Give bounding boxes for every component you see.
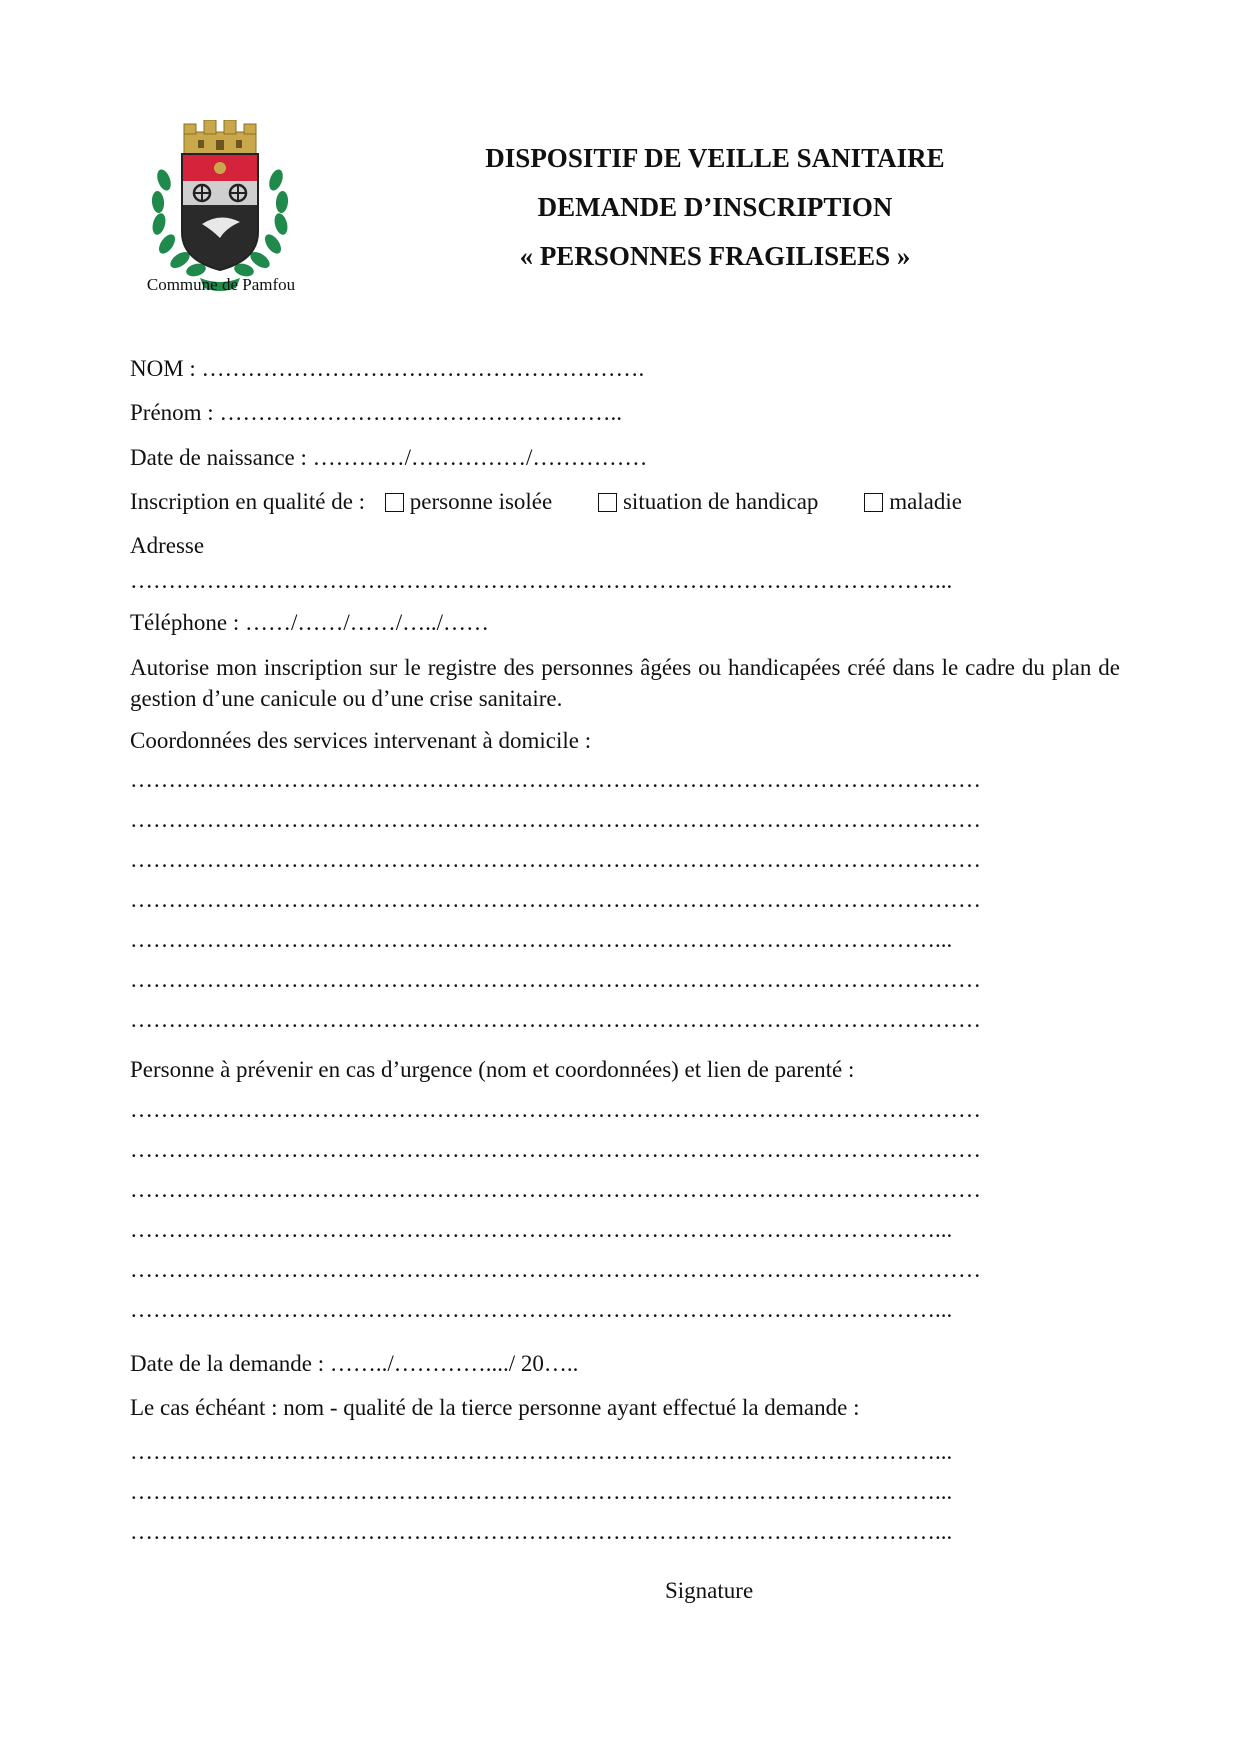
- title-line-3: « PERSONNES FRAGILISEES »: [519, 241, 911, 271]
- tierce-line[interactable]: ……………………………………………………………………………………………...: [130, 1439, 953, 1464]
- nom-field[interactable]: NOM : ………………………………………………….: [130, 356, 645, 381]
- checkbox-situation-handicap[interactable]: [598, 493, 617, 512]
- coordonnees-line[interactable]: ……………………………………………………………………………………………...: [130, 927, 953, 952]
- coordonnees-line[interactable]: …………………………………………………………………………………………………: [130, 847, 981, 872]
- urgence-line[interactable]: …………………………………………………………………………………………………: [130, 1137, 981, 1162]
- option-label: personne isolée: [409, 489, 553, 514]
- inscription-row: [130, 487, 962, 517]
- coordonnees-line[interactable]: …………………………………………………………………………………………………: [130, 807, 981, 832]
- adresse-label: Adresse: [130, 533, 205, 558]
- coordonnees-line[interactable]: …………………………………………………………………………………………………: [130, 767, 981, 792]
- urgence-line[interactable]: …………………………………………………………………………………………………: [130, 1097, 981, 1122]
- telephone-field[interactable]: Téléphone : ……/……/……/…../……: [130, 610, 490, 635]
- tierce-line[interactable]: ……………………………………………………………………………………………...: [130, 1479, 953, 1504]
- autorisation-paragraph: Autorise mon inscription sur le registre des personnes âgées ou handicapées créé dans le cadre du plan de gestion d’une canicule ou d’une crise sanitaire.: [130, 655, 1120, 711]
- title-line-2: DEMANDE D’INSCRIPTION: [537, 192, 893, 222]
- coordonnees-label: Coordonnées des services intervenant à domicile :: [130, 728, 592, 753]
- urgence-label: Personne à prévenir en cas d’urgence (nom et coordonnées) et lien de parenté :: [130, 1057, 855, 1082]
- commune-caption: Commune de Pamfou: [146, 275, 296, 294]
- document-title: [400, 145, 1030, 292]
- option-label: situation de handicap: [622, 489, 819, 514]
- date-demande-field[interactable]: Date de la demande : ……../…………..../ 20…..: [130, 1351, 579, 1376]
- tierce-line[interactable]: ……………………………………………………………………………………………...: [130, 1519, 953, 1544]
- date-naissance-field[interactable]: Date de naissance : …………/……………/……………: [130, 445, 648, 470]
- inscription-label: Inscription en qualité de :: [130, 489, 366, 514]
- coordonnees-line[interactable]: …………………………………………………………………………………………………: [130, 967, 981, 992]
- option-label: maladie: [889, 489, 962, 514]
- signature-label: Signature: [665, 1578, 754, 1603]
- option-personne-isolee[interactable]: [385, 487, 552, 517]
- checkbox-personne-isolee[interactable]: [385, 493, 404, 512]
- option-situation-handicap[interactable]: [598, 487, 818, 517]
- checkbox-maladie[interactable]: [864, 493, 883, 512]
- coat-of-arms-icon: [150, 120, 290, 298]
- urgence-line[interactable]: …………………………………………………………………………………………………: [130, 1177, 981, 1202]
- coordonnees-line[interactable]: …………………………………………………………………………………………………: [130, 887, 981, 912]
- coordonnees-line[interactable]: …………………………………………………………………………………………………: [130, 1007, 981, 1032]
- option-maladie[interactable]: [864, 487, 962, 517]
- title-line-1: DISPOSITIF DE VEILLE SANITAIRE: [485, 143, 945, 173]
- prenom-field[interactable]: Prénom : ……………………………………………..: [130, 400, 622, 425]
- urgence-line[interactable]: ……………………………………………………………………………………………...: [130, 1297, 953, 1322]
- urgence-line[interactable]: ……………………………………………………………………………………………...: [130, 1217, 953, 1242]
- adresse-field[interactable]: ……………………………………………………………………………………………...: [130, 568, 953, 593]
- urgence-line[interactable]: …………………………………………………………………………………………………: [130, 1257, 981, 1282]
- tierce-label: Le cas échéant : nom - qualité de la tierce personne ayant effectué la demande :: [130, 1395, 860, 1420]
